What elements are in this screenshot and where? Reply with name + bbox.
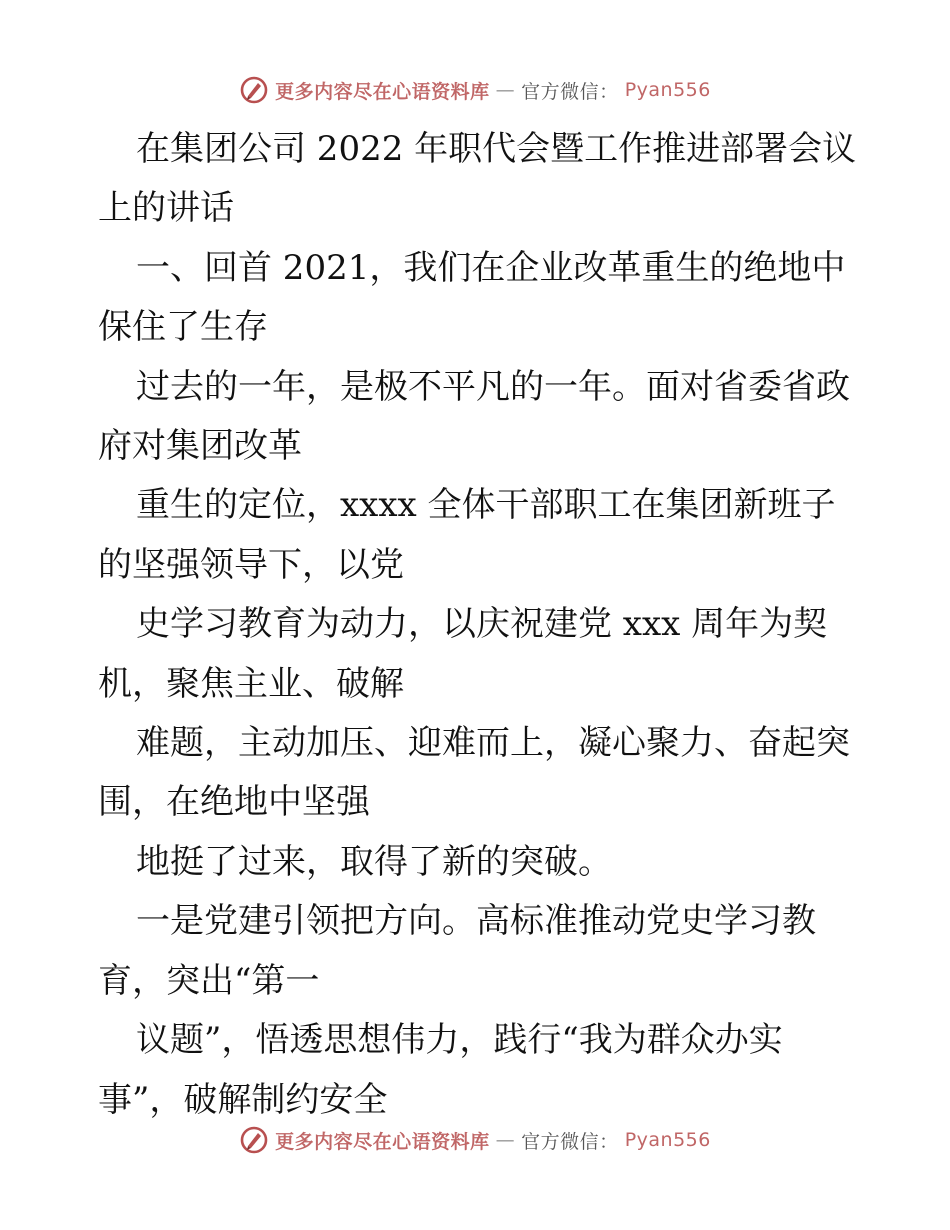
body-line: 史学习教育为动力，以庆祝建党 xxx 周年为契机，聚焦主业、破解 [98, 604, 828, 704]
watermark-main-text: 更多内容尽在心语资料库 [275, 1130, 490, 1153]
watermark-contact-label: 官方微信： [521, 80, 619, 103]
document-title: 在集团公司 2022 年职代会暨工作推进部署会议上的讲话 [98, 129, 857, 229]
pen-logo-icon [239, 75, 269, 105]
footer-watermark [0, 1120, 950, 1160]
watermark-dash: — [495, 79, 516, 101]
body-line: 议题”，悟透思想伟力，践行“我为群众办实事”，破解制约安全 [98, 1020, 783, 1120]
body-line: 过去的一年，是极不平凡的一年。面对省委省政府对集团改革 [98, 366, 850, 467]
watermark-main-text: 更多内容尽在心语资料库 [275, 80, 490, 103]
watermark-contact-id: Pyan556 [624, 1129, 711, 1151]
body-line: 重生的定位，xxxx 全体干部职工在集团新班子的坚强领导下，以党 [98, 485, 836, 585]
watermark-contact-label: 官方微信： [521, 1130, 619, 1153]
document-body [98, 120, 858, 1130]
pen-logo-icon [239, 1125, 269, 1155]
body-line: 难题，主动加压、迎难而上，凝心聚力、奋起突围，在绝地中坚强 [98, 723, 850, 823]
section-heading: 一、回首 2021，我们在企业改革重生的绝地中保住了生存 [98, 247, 846, 348]
body-line: 一是党建引领把方向。高标准推动党史学习教育，突出“第一 [98, 901, 816, 1001]
header-watermark [0, 70, 950, 110]
watermark-dash: — [495, 1129, 516, 1151]
watermark-contact-id: Pyan556 [624, 79, 711, 101]
body-line: 地挺了过来，取得了新的突破。 [136, 841, 612, 882]
